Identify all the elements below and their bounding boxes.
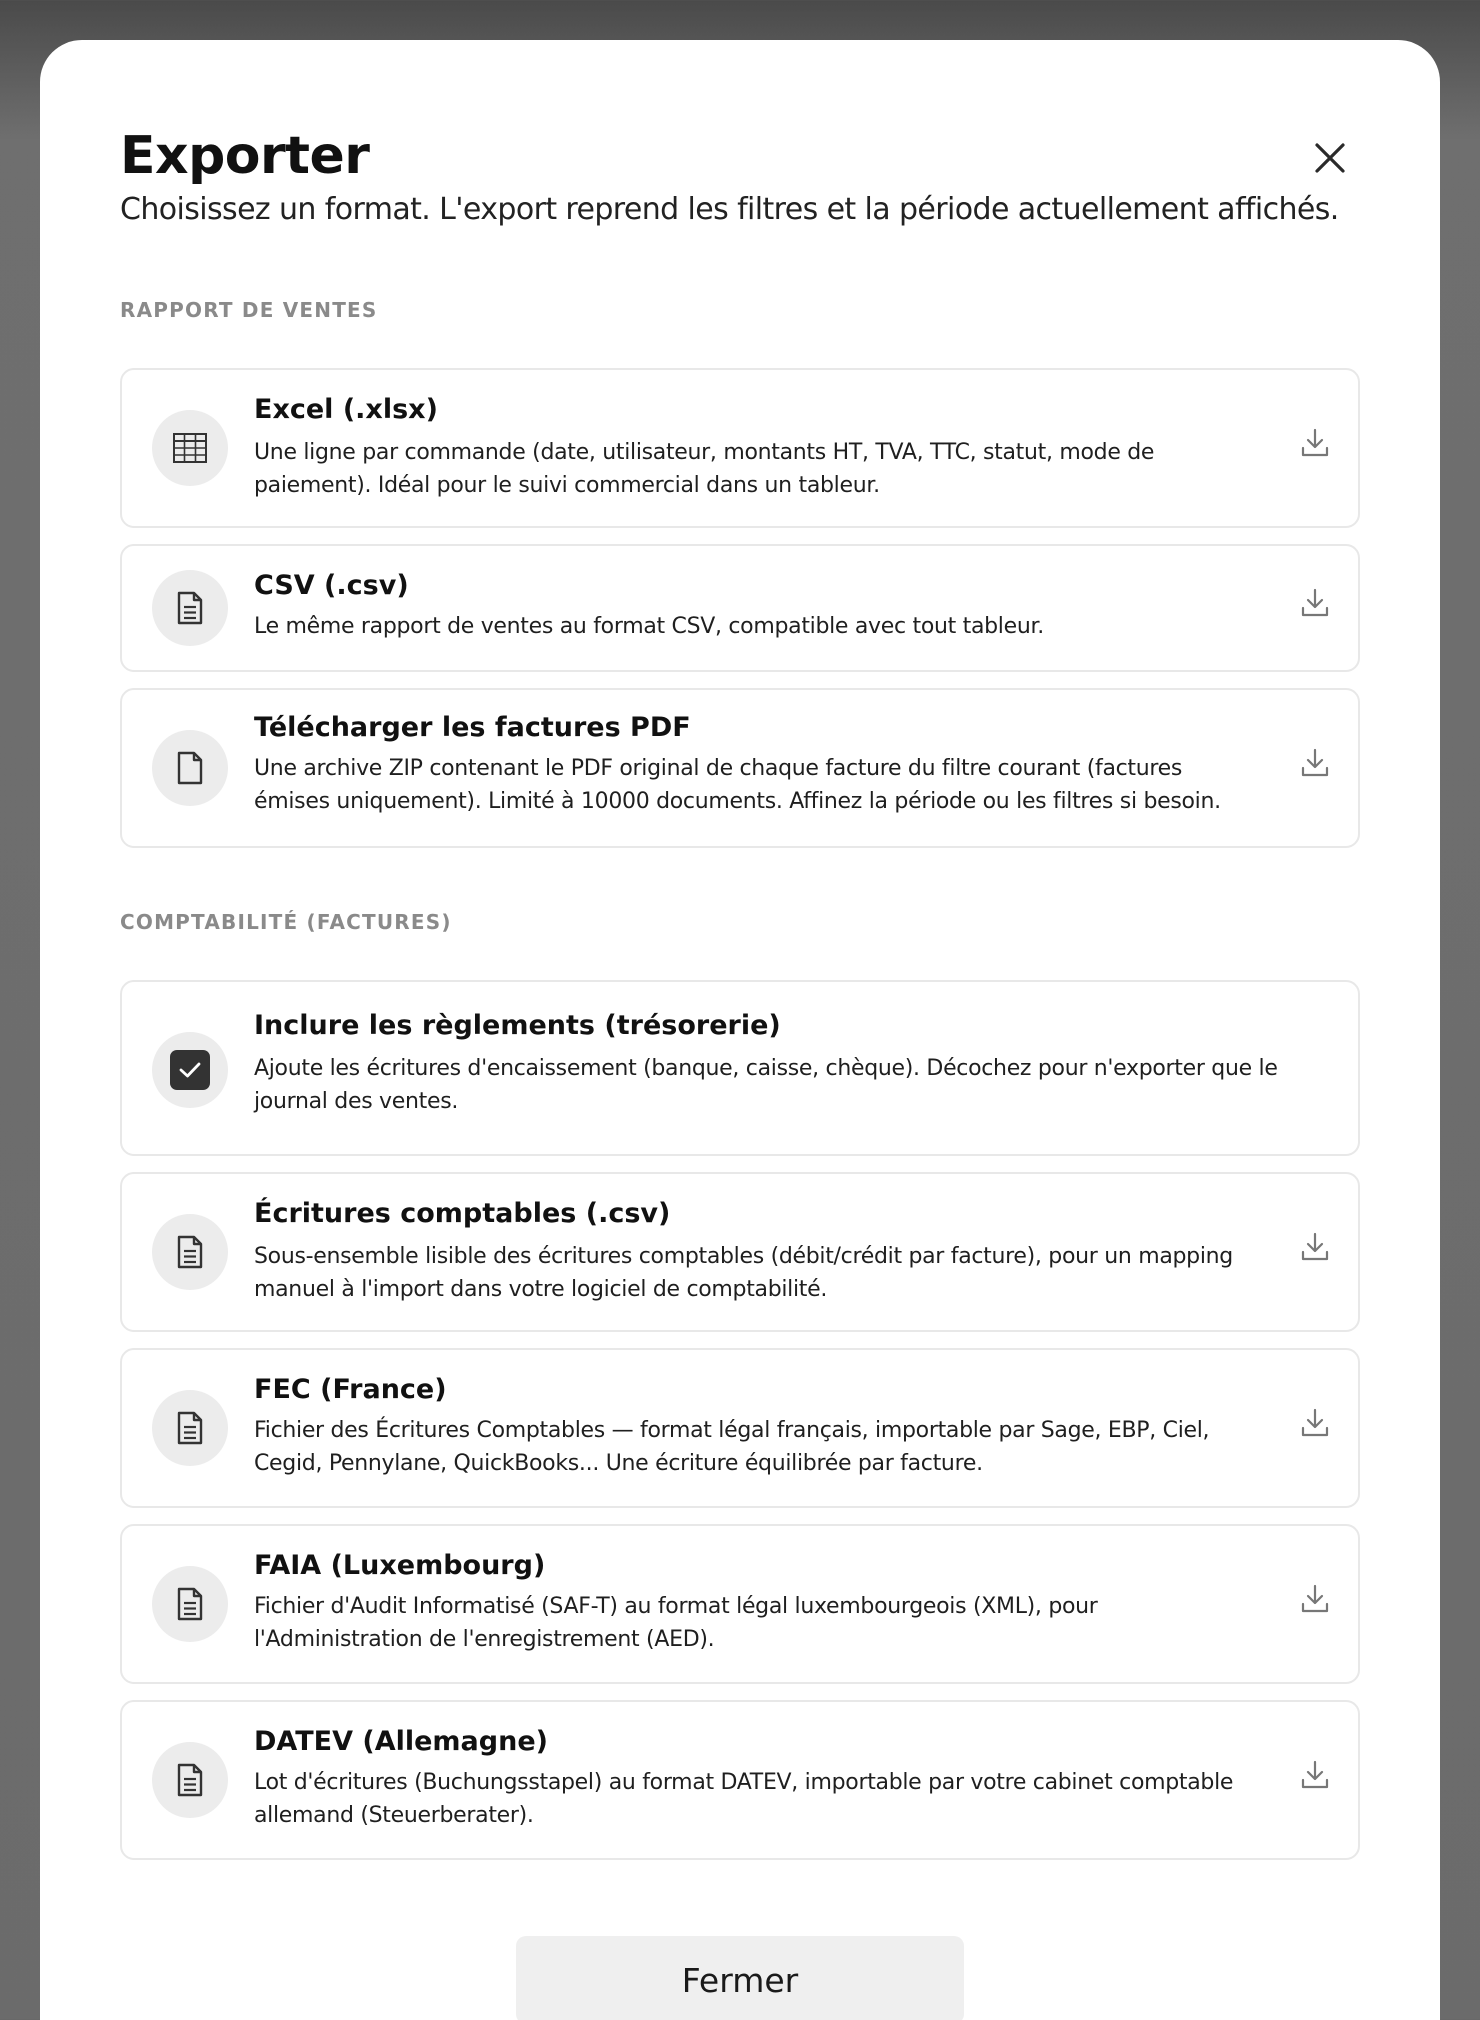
table-icon [172,432,208,464]
option-description: Une ligne par commande (date, utilisateur, montants HT, TVA, TTC, statut, mode de paiement). Idéal pour le suivi commercial dans un tableur. [254,440,1155,498]
icon-badge [152,1566,228,1642]
download-icon [1300,747,1330,779]
include-payments-option[interactable] [120,980,1360,1156]
icon-badge [152,410,228,486]
download-icon [1300,1231,1330,1263]
document-lines-icon [175,1762,205,1798]
icon-badge [152,1390,228,1466]
export-option-accounting-csv[interactable] [120,1172,1360,1332]
icon-badge [152,730,228,806]
document-lines-icon [175,1410,205,1446]
document-icon [175,750,205,786]
download-button[interactable] [1298,746,1332,780]
export-option-faia[interactable] [120,1524,1360,1684]
icon-badge [152,1742,228,1818]
export-dialog [40,40,1440,2020]
close-dialog-button[interactable]: Fermer [516,1936,964,2020]
icon-badge [152,570,228,646]
document-lines-icon [175,590,205,626]
check-icon [178,1060,202,1080]
download-icon [1300,1583,1330,1615]
option-description: Sous-ensemble lisible des écritures comptables (débit/crédit par facture), pour un mapping manuel à l'import dans votre logiciel de comptabilité. [254,1244,1233,1302]
option-title: CSV (.csv) [254,570,409,601]
section-label-accounting: COMPTABILITÉ (FACTURES) [120,910,452,934]
download-button[interactable] [1298,426,1332,460]
download-button[interactable] [1298,1582,1332,1616]
export-option-pdf[interactable] [120,688,1360,848]
icon-badge [152,1214,228,1290]
option-description: Ajoute les écritures d'encaissement (banque, caisse, chèque). Décochez pour n'exporter que le journal des ventes. [254,1056,1278,1114]
download-button[interactable] [1298,1230,1332,1264]
document-lines-icon [175,1586,205,1622]
section-label-sales: RAPPORT DE VENTES [120,298,378,322]
option-description: Fichier des Écritures Comptables — format légal français, importable par Sage, EBP, Ciel, Cegid, Pennylane, QuickBooks... Une écriture équilibrée par facture. [254,1418,1210,1476]
download-icon [1300,427,1330,459]
option-description: Le même rapport de ventes au format CSV, compatible avec tout tableur. [254,614,1044,639]
include-payments-checkbox[interactable] [170,1050,210,1090]
download-icon [1300,1759,1330,1791]
option-title: FEC (France) [254,1374,447,1405]
download-button[interactable] [1298,586,1332,620]
document-lines-icon [175,1234,205,1270]
option-title: Écritures comptables (.csv) [254,1198,671,1229]
option-title: Télécharger les factures PDF [254,712,691,743]
option-title: Excel (.xlsx) [254,394,438,425]
download-button[interactable] [1298,1758,1332,1792]
export-option-csv[interactable] [120,544,1360,672]
option-description: Lot d'écritures (Buchungsstapel) au format DATEV, importable par votre cabinet comptable allemand (Steuerberater). [254,1770,1234,1828]
icon-badge [152,1032,228,1108]
option-description: Fichier d'Audit Informatisé (SAF-T) au format légal luxembourgeois (XML), pour l'Administration de l'enregistrement (AED). [254,1594,1098,1652]
option-title: Inclure les règlements (trésorerie) [254,1010,781,1041]
close-button[interactable] [1302,130,1358,186]
dialog-subtitle: Choisissez un format. L'export reprend les filtres et la période actuellement affichés. [120,192,1339,227]
option-description: Une archive ZIP contenant le PDF original de chaque facture du filtre courant (factures émises uniquement). Limité à 10000 documents. Affinez la période ou les filtres si besoin. [254,756,1221,814]
close-icon [1313,141,1347,175]
export-option-fec[interactable] [120,1348,1360,1508]
dialog-title: Exporter [120,126,370,186]
export-option-datev[interactable] [120,1700,1360,1860]
export-option-excel[interactable] [120,368,1360,528]
download-icon [1300,587,1330,619]
option-title: FAIA (Luxembourg) [254,1550,546,1581]
download-icon [1300,1407,1330,1439]
download-button[interactable] [1298,1406,1332,1440]
option-title: DATEV (Allemagne) [254,1726,548,1757]
